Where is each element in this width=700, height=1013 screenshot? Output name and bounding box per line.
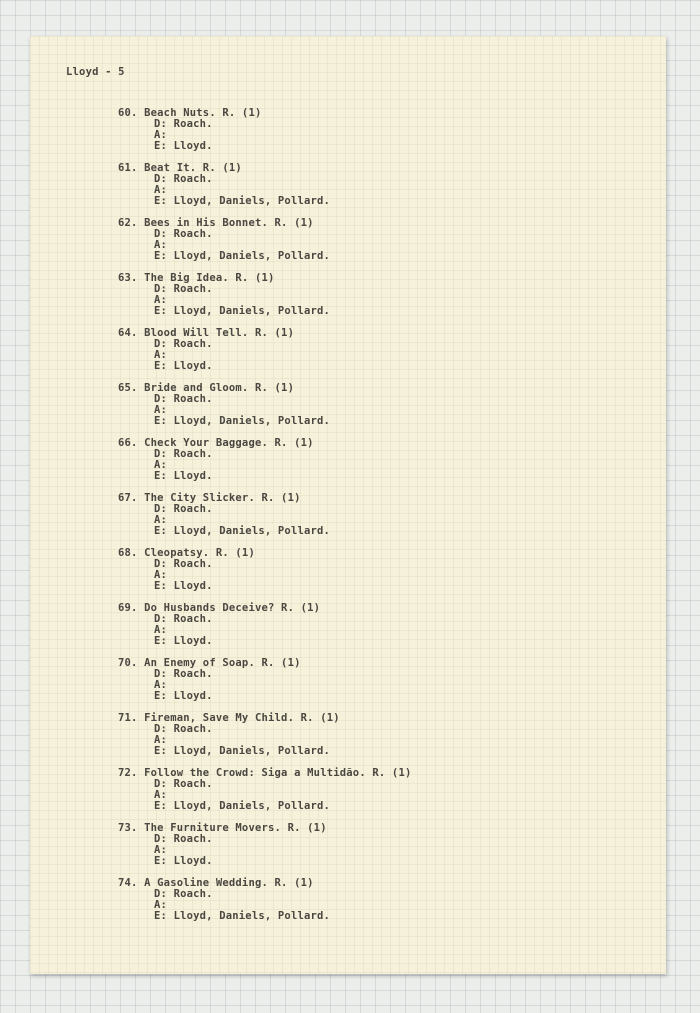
cast-line: E: Lloyd. — [154, 360, 213, 372]
film-number: 68. — [118, 547, 138, 559]
film-entry — [118, 108, 412, 163]
film-title: The City Slicker. R. (1) — [144, 492, 301, 504]
cast-line: E: Lloyd. — [154, 855, 213, 867]
film-title: Bride and Gloom. R. (1) — [144, 382, 295, 394]
film-number: 62. — [118, 217, 138, 229]
film-title: Do Husbands Deceive? R. (1) — [144, 602, 321, 614]
director-line: D: Roach. — [154, 888, 213, 900]
film-title: An Enemy of Soap. R. (1) — [144, 657, 301, 669]
film-number: 74. — [118, 877, 138, 889]
cast-line: E: Lloyd. — [154, 635, 213, 647]
film-title: Bees in His Bonnet. R. (1) — [144, 217, 314, 229]
director-line: D: Roach. — [154, 448, 213, 460]
film-entry — [118, 493, 412, 548]
film-entry — [118, 603, 412, 658]
author-line: A: — [154, 459, 168, 471]
page-header: Lloyd - 5 — [66, 66, 125, 78]
cast-line: E: Lloyd. — [154, 580, 213, 592]
film-entry — [118, 383, 412, 438]
film-number: 72. — [118, 767, 138, 779]
director-line: D: Roach. — [154, 723, 213, 735]
cast-line: E: Lloyd, Daniels, Pollard. — [154, 745, 331, 757]
film-number: 73. — [118, 822, 138, 834]
film-title: Check Your Baggage. R. (1) — [144, 437, 314, 449]
author-line: A: — [154, 404, 168, 416]
director-line: D: Roach. — [154, 613, 213, 625]
author-line: A: — [154, 624, 168, 636]
cast-line: E: Lloyd. — [154, 690, 213, 702]
film-entry — [118, 768, 412, 823]
cast-line: E: Lloyd, Daniels, Pollard. — [154, 910, 331, 922]
film-entry — [118, 878, 412, 933]
film-number: 69. — [118, 602, 138, 614]
film-entry — [118, 548, 412, 603]
author-line: A: — [154, 899, 168, 911]
director-line: D: Roach. — [154, 283, 213, 295]
film-title: The Big Idea. R. (1) — [144, 272, 275, 284]
director-line: D: Roach. — [154, 173, 213, 185]
film-entry — [118, 273, 412, 328]
author-line: A: — [154, 514, 168, 526]
film-number: 71. — [118, 712, 138, 724]
film-number: 66. — [118, 437, 138, 449]
film-number: 70. — [118, 657, 138, 669]
film-entry — [118, 658, 412, 713]
cast-line: E: Lloyd, Daniels, Pollard. — [154, 415, 331, 427]
cast-line: E: Lloyd, Daniels, Pollard. — [154, 305, 331, 317]
director-line: D: Roach. — [154, 778, 213, 790]
director-line: D: Roach. — [154, 118, 213, 130]
director-line: D: Roach. — [154, 338, 213, 350]
film-entry — [118, 218, 412, 273]
film-number: 67. — [118, 492, 138, 504]
author-line: A: — [154, 239, 168, 251]
film-number: 63. — [118, 272, 138, 284]
director-line: D: Roach. — [154, 558, 213, 570]
film-number: 65. — [118, 382, 138, 394]
film-entry — [118, 438, 412, 493]
author-line: A: — [154, 679, 168, 691]
film-title: Fireman, Save My Child. R. (1) — [144, 712, 340, 724]
film-title: A Gasoline Wedding. R. (1) — [144, 877, 314, 889]
author-line: A: — [154, 129, 168, 141]
film-title: Cleopatsy. R. (1) — [144, 547, 255, 559]
cast-line: E: Lloyd, Daniels, Pollard. — [154, 250, 331, 262]
cast-line: E: Lloyd, Daniels, Pollard. — [154, 800, 331, 812]
film-number: 61. — [118, 162, 138, 174]
director-line: D: Roach. — [154, 668, 213, 680]
film-entry — [118, 823, 412, 878]
film-title: Beat It. R. (1) — [144, 162, 242, 174]
author-line: A: — [154, 294, 168, 306]
author-line: A: — [154, 349, 168, 361]
author-line: A: — [154, 184, 168, 196]
film-title: The Furniture Movers. R. (1) — [144, 822, 327, 834]
cast-line: E: Lloyd, Daniels, Pollard. — [154, 525, 331, 537]
author-line: A: — [154, 789, 168, 801]
author-line: A: — [154, 844, 168, 856]
film-title: Blood Will Tell. R. (1) — [144, 327, 295, 339]
director-line: D: Roach. — [154, 503, 213, 515]
film-entry — [118, 163, 412, 218]
cast-line: E: Lloyd, Daniels, Pollard. — [154, 195, 331, 207]
film-title: Follow the Crowd: Siga a Multidão. R. (1) — [144, 767, 412, 779]
film-number: 60. — [118, 107, 138, 119]
film-title: Beach Nuts. R. (1) — [144, 107, 262, 119]
film-number: 64. — [118, 327, 138, 339]
filmography-list — [118, 108, 412, 933]
director-line: D: Roach. — [154, 833, 213, 845]
author-line: A: — [154, 569, 168, 581]
cast-line: E: Lloyd. — [154, 140, 213, 152]
film-entry — [118, 713, 412, 768]
director-line: D: Roach. — [154, 393, 213, 405]
director-line: D: Roach. — [154, 228, 213, 240]
cast-line: E: Lloyd. — [154, 470, 213, 482]
author-line: A: — [154, 734, 168, 746]
film-entry — [118, 328, 412, 383]
typed-page — [30, 36, 666, 974]
